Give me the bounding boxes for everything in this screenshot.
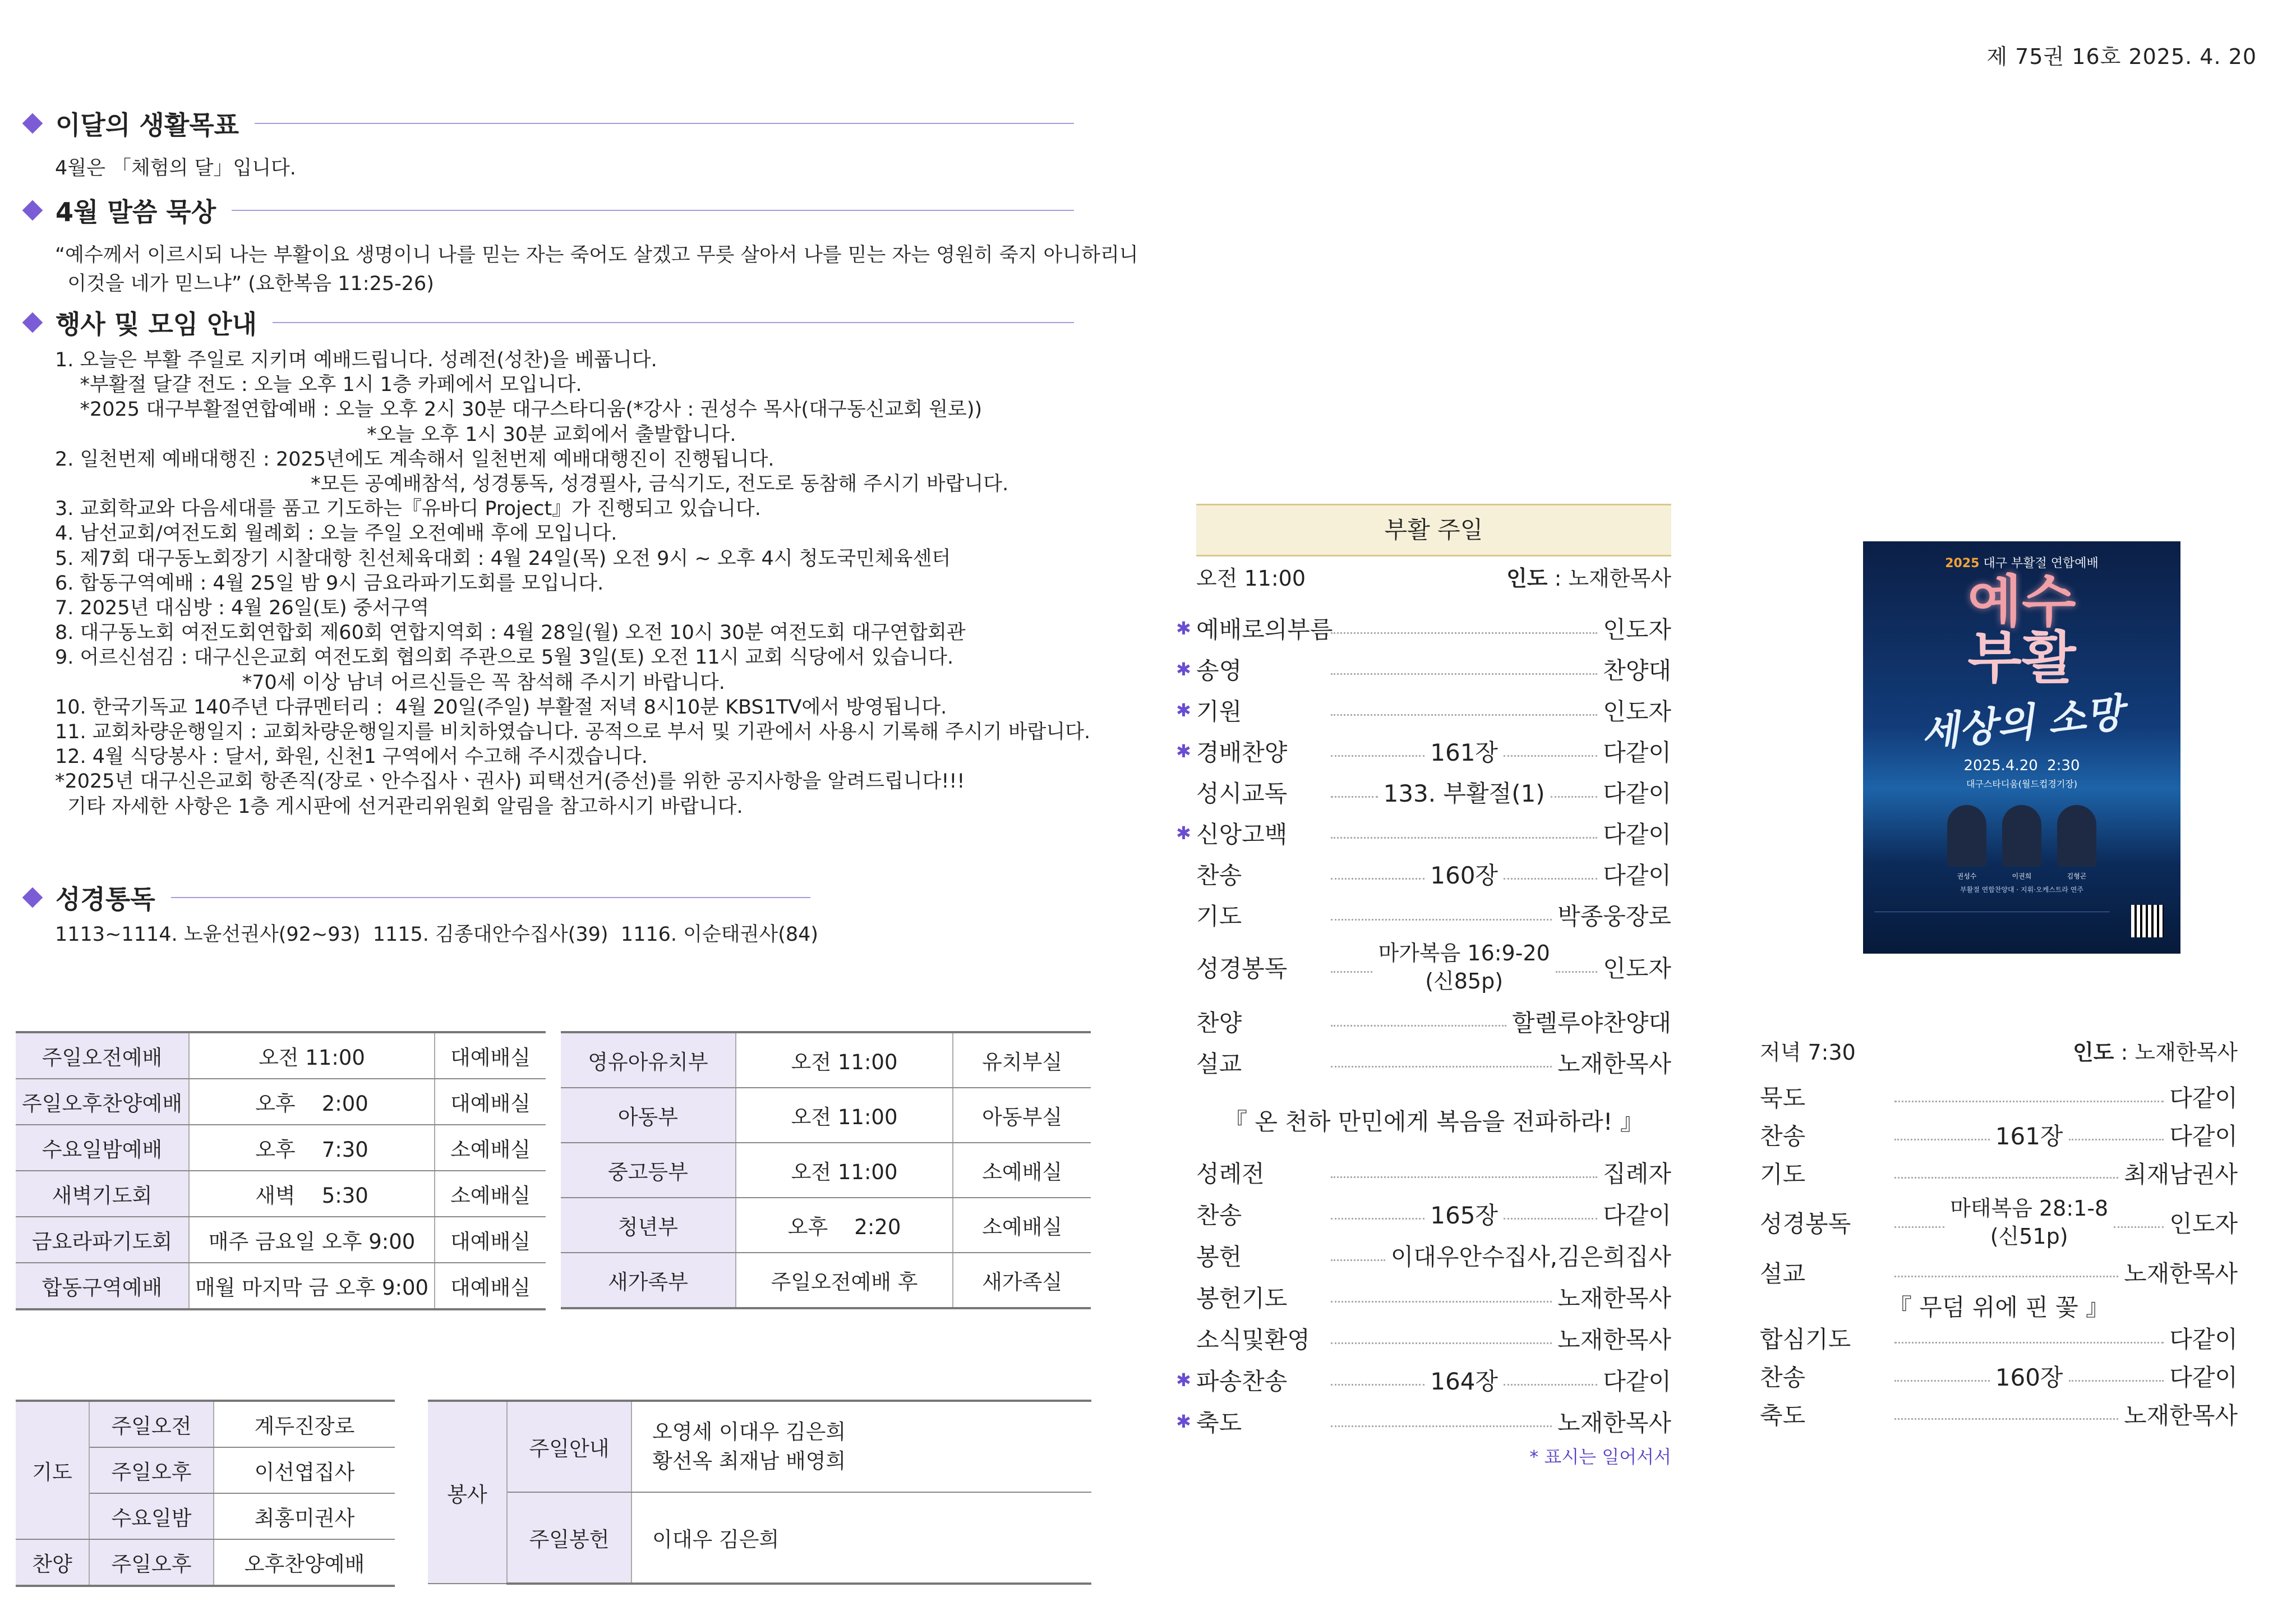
monthly-goal-text: 4월은 「체험의 달」입니다. (55, 157, 296, 180)
schedule-row (16, 1125, 546, 1171)
order-detail-line: 마태복음 28:1-8 (1950, 1196, 2109, 1221)
speaker-name: 김형곤 (2067, 872, 2087, 880)
duty-table-right (428, 1400, 1091, 1585)
evening-time: 저녁 7:30 (1760, 1040, 1856, 1065)
diamond-bullet-icon (22, 200, 43, 221)
schedule-row (16, 1032, 546, 1079)
speaker-name: 이권희 (2012, 872, 2032, 880)
evening-order-list (1760, 1080, 2238, 1439)
dot-leader (1894, 1101, 2164, 1102)
order-name: 송영 (1196, 657, 1242, 684)
order-person: 다같이 (1603, 1368, 1671, 1395)
order-person: 다같이 (2169, 1084, 2238, 1112)
order-person: 노재한목사 (1557, 1409, 1671, 1437)
order-name: 설교 (1196, 1050, 1242, 1078)
order-item (1196, 1156, 1671, 1189)
order-detail (1430, 734, 1498, 768)
order-item (1760, 1255, 2238, 1289)
evening-leader (2073, 1035, 2238, 1066)
order-name: 합심기도 (1760, 1326, 1851, 1353)
schedule-room: 대예배실 (435, 1263, 546, 1309)
order-name: 성경봉독 (1760, 1210, 1851, 1237)
order-name: 축도 (1760, 1402, 1806, 1429)
schedule-room: 소예배실 (953, 1143, 1091, 1198)
star-icon: ✱ (1176, 1369, 1191, 1391)
schedule-row (16, 1171, 546, 1217)
events-list (55, 348, 1090, 819)
order-person: 노재한목사 (2124, 1402, 2238, 1429)
schedule-room: 새가족실 (953, 1253, 1091, 1308)
schedule-dept: 청년부 (561, 1198, 736, 1253)
schedule-row (561, 1032, 1091, 1088)
order-name: 축도 (1196, 1409, 1242, 1437)
schedule-row (16, 1263, 546, 1309)
order-item (1760, 1397, 2238, 1431)
order-detail-line: 161장 (1995, 1122, 2063, 1150)
duty-person: 계두진장로 (214, 1401, 395, 1447)
order-detail-line: (신51p) (1990, 1224, 2068, 1249)
poster-time-text: 2:30 (2047, 757, 2080, 774)
schedule-room: 소예배실 (435, 1171, 546, 1217)
poster-title-1: 예수 (1967, 569, 2076, 634)
diamond-bullet-icon (22, 312, 43, 333)
schedule-row (16, 1217, 546, 1263)
section-title: 행사 및 모임 안내 (56, 309, 257, 339)
order-person: 인도자 (2169, 1210, 2238, 1237)
order-person: 이대우안수집사,김은희집사 (1390, 1243, 1671, 1271)
order-name: 경배찬양 (1196, 739, 1288, 766)
event-line: 12. 4월 식당봉사 : 달서, 화원, 신천1 구역에서 수고해 주시겠습니다. (55, 746, 648, 769)
guide-names (631, 1401, 1091, 1492)
dot-leader (1331, 796, 1378, 798)
dot-leader (1894, 1177, 2118, 1179)
leader-label: 인도 (2073, 1040, 2114, 1065)
section-divider (171, 897, 810, 898)
order-person: 다같이 (2169, 1326, 2238, 1353)
schedule-room: 소예배실 (435, 1125, 546, 1171)
dot-leader (1331, 1025, 1506, 1027)
poster-sponsor-bar (1874, 912, 2110, 935)
dot-leader (1331, 1342, 1552, 1344)
order-person: 노재한목사 (2124, 1259, 2238, 1287)
morning-order-list (1176, 611, 1672, 1442)
section-divider (255, 123, 1074, 124)
order-item (1196, 1197, 1671, 1231)
dot-leader (1504, 755, 1597, 757)
order-detail-line: 마가복음 16:9-20 (1378, 941, 1550, 965)
order-item (1176, 693, 1671, 727)
order-name: 기도 (1760, 1161, 1806, 1188)
order-name: 성례전 (1196, 1160, 1265, 1188)
speaker-photo (2057, 805, 2096, 867)
dot-leader (2069, 1380, 2164, 1382)
schedule-time: 오전 11:00 (736, 1032, 953, 1088)
schedule-time: 오후 2:20 (736, 1198, 953, 1253)
order-detail-line: 164장 (1430, 1368, 1499, 1395)
schedule-row (16, 1079, 546, 1125)
schedule-row (561, 1198, 1091, 1253)
order-detail-line: 160장 (1430, 862, 1499, 889)
dot-leader (2114, 1226, 2164, 1228)
dot-leader (1331, 755, 1424, 757)
dot-leader (1551, 796, 1598, 798)
event-line: 10. 한국기독교 140주년 다큐멘터리 : 4월 20일(주일) 부활절 저녁 8시10분 KBS1TV에서 방영됩니다. (55, 696, 947, 719)
order-detail-line: 160장 (1995, 1364, 2063, 1391)
dot-leader (2069, 1139, 2164, 1140)
dot-leader (1504, 1218, 1597, 1220)
order-item (1196, 1239, 1671, 1272)
section-monthly-goal (25, 107, 1074, 140)
schedule-dept: 영유아유치부 (561, 1032, 736, 1088)
order-item (1760, 1080, 2238, 1114)
order-name: 소식및환영 (1196, 1326, 1310, 1354)
dot-leader (1894, 1380, 1990, 1382)
duty-label: 수요일밤 (89, 1493, 214, 1539)
dot-leader (1504, 1384, 1597, 1386)
schedule-time: 오전 11:00 (736, 1143, 953, 1198)
section-title: 성경통독 (56, 884, 155, 914)
order-item (1196, 857, 1671, 891)
poster-title-2: 부활 (1967, 625, 2076, 691)
standing-note: * 표시는 일어서서 (1529, 1446, 1671, 1467)
order-person: 다같이 (1603, 739, 1671, 766)
event-line: *모든 공예배참석, 성경통독, 성경필사, 금식기도, 전도로 동참해 주시기 바랍니다. (55, 473, 1009, 496)
order-name: 기원 (1196, 698, 1242, 725)
event-line: 3. 교회학교와 다음세대를 품고 기도하는『유바디 Project』가 진행되고 있습니다. (55, 498, 761, 521)
order-name: 묵도 (1760, 1084, 1806, 1112)
schedule-row (561, 1088, 1091, 1143)
leader-name: : 노재한목사 (2114, 1040, 2238, 1065)
order-detail (1995, 1118, 2063, 1152)
order-person: 다같이 (1603, 821, 1671, 848)
dot-leader (1331, 878, 1424, 880)
order-name: 예배로의부름 (1196, 616, 1333, 643)
schedule-table-right (561, 1031, 1091, 1309)
schedule-table-left (16, 1031, 546, 1310)
dot-leader (1331, 1259, 1385, 1261)
schedule-room: 대예배실 (435, 1079, 546, 1125)
order-person: 다같이 (1603, 780, 1672, 807)
order-item (1176, 1363, 1671, 1397)
dot-leader (1331, 837, 1597, 839)
section-bible-reading (25, 881, 810, 914)
section-events (25, 306, 1074, 339)
dot-leader (1331, 1066, 1552, 1068)
schedule-row (561, 1253, 1091, 1308)
poster-venue: 대구스타디움(월드컵경기장) (1966, 779, 2077, 789)
section-divider (273, 322, 1074, 323)
order-person: 최재남권사 (2124, 1161, 2238, 1188)
morning-leader (1506, 561, 1671, 592)
section-title: 4월 말씀 묵상 (56, 197, 216, 227)
event-line: *2025 대구부활절연합예배 : 오늘 오후 2시 30분 대구스타디움(*강사 : 권성수 목사(대구동신교회 원로)) (55, 398, 983, 421)
morning-sermon-title: 『 온 천하 만민에게 복음을 전파하라! 』 (1224, 1108, 1644, 1135)
schedule-time: 매주 금요일 오후 9:00 (189, 1217, 435, 1263)
order-item (1760, 1194, 2238, 1250)
schedule-dept: 금요라파기도회 (16, 1217, 189, 1263)
dot-leader (1331, 1218, 1424, 1220)
guide-names-line: 황선옥 최재남 배영희 (652, 1449, 846, 1473)
meditation-line2: 이것을 네가 믿느냐” (요한복음 11:25-26) (55, 273, 434, 295)
schedule-room: 대예배실 (435, 1032, 546, 1079)
order-item (1760, 1359, 2238, 1393)
guide-label: 주일안내 (507, 1401, 631, 1492)
event-line: 1. 오늘은 부활 주일로 지키며 예배드립니다. 성례전(성찬)을 베풉니다. (55, 349, 657, 371)
duty-label: 주일오전 (89, 1401, 214, 1447)
schedule-time: 새벽 5:30 (189, 1171, 435, 1217)
section-title: 이달의 생활목표 (56, 110, 239, 140)
order-item (1176, 1405, 1671, 1438)
dot-leader (1894, 1276, 2118, 1277)
schedule-dept: 새가족부 (561, 1253, 736, 1308)
order-item (1196, 1005, 1671, 1038)
dot-leader (1331, 1176, 1597, 1178)
order-detail-line: (신85p) (1425, 969, 1504, 993)
dot-leader (1894, 1418, 2118, 1420)
dot-leader (1331, 632, 1597, 634)
offering-label: 주일봉헌 (507, 1492, 631, 1584)
order-item (1196, 1322, 1671, 1355)
order-item (1176, 652, 1671, 686)
order-detail-line: 133. 부활절(1) (1383, 780, 1545, 807)
order-person: 인도자 (1603, 698, 1671, 725)
dot-leader (1894, 1342, 2164, 1344)
duty-table-left (16, 1400, 395, 1587)
event-line: 7. 2025년 대심방 : 4월 26일(토) 중서구역 (55, 597, 430, 620)
schedule-room: 소예배실 (953, 1198, 1091, 1253)
order-person: 다같이 (2169, 1122, 2238, 1150)
event-line: 기타 자세한 사항은 1층 게시판에 선거관리위원회 알림을 참고하시기 바랍니다. (55, 795, 743, 818)
star-icon: ✱ (1176, 618, 1191, 639)
poster-date (1863, 757, 2180, 774)
order-detail (1384, 775, 1545, 809)
duty-label: 주일오후 (89, 1447, 214, 1493)
schedule-time: 오후 2:00 (189, 1079, 435, 1125)
schedule-dept: 합동구역예배 (16, 1263, 189, 1309)
dot-leader (1331, 1425, 1552, 1427)
schedule-row (561, 1143, 1091, 1198)
order-detail (1995, 1359, 2063, 1393)
dot-leader (1331, 673, 1597, 675)
schedule-time: 매월 마지막 금 오후 9:00 (189, 1263, 435, 1309)
order-person: 할렐루야찬양대 (1511, 1009, 1671, 1037)
dot-leader (1331, 971, 1372, 973)
order-item (1196, 939, 1671, 995)
schedule-time: 주일오전예배 후 (736, 1253, 953, 1308)
order-name: 기도 (1196, 903, 1242, 930)
duty-person: 오후찬양예배 (214, 1539, 395, 1586)
order-name: 찬송 (1760, 1122, 1806, 1150)
poster-title-3: 세상의 소망 (1919, 689, 2126, 757)
order-item (1196, 1046, 1671, 1079)
order-name: 설교 (1760, 1259, 1806, 1287)
schedule-dept: 중고등부 (561, 1143, 736, 1198)
morning-time: 오전 11:00 (1196, 566, 1306, 591)
order-person: 인도자 (1603, 955, 1671, 982)
praise-label: 찬양 (16, 1539, 89, 1586)
order-item (1196, 775, 1671, 809)
event-line: 11. 교회차량운행일지 : 교회차량운행일지를 비치하였습니다. 공적으로 부서 및 기관에서 사용시 기록해 주시기 바랍니다. (55, 721, 1091, 744)
order-item (1760, 1156, 2238, 1190)
order-detail (1950, 1194, 2108, 1250)
star-icon: ✱ (1176, 822, 1191, 844)
star-icon: ✱ (1176, 1411, 1191, 1432)
order-item (1196, 898, 1671, 932)
event-line: *오늘 오후 1시 30분 교회에서 출발합니다. (55, 423, 736, 446)
order-detail (1378, 939, 1550, 995)
event-line: 6. 합동구역예배 : 4월 25일 밤 9시 금요라파기도회를 모입니다. (55, 572, 604, 595)
order-person: 다같이 (1603, 1202, 1671, 1229)
order-name: 찬양 (1196, 1009, 1242, 1037)
dot-leader (1331, 1301, 1552, 1303)
schedule-dept: 아동부 (561, 1088, 736, 1143)
order-name: 찬송 (1196, 1202, 1242, 1229)
star-icon: ✱ (1176, 700, 1191, 721)
schedule-time: 오전 11:00 (736, 1088, 953, 1143)
star-icon: ✱ (1176, 659, 1191, 680)
order-item (1176, 734, 1671, 768)
schedule-time: 오전 11:00 (189, 1032, 435, 1079)
schedule-time: 오후 7:30 (189, 1125, 435, 1171)
order-person: 박종웅장로 (1557, 903, 1671, 930)
schedule-room: 아동부실 (953, 1088, 1091, 1143)
schedule-room: 대예배실 (435, 1217, 546, 1263)
order-item (1760, 1118, 2238, 1152)
order-person: 다같이 (2169, 1364, 2238, 1391)
leader-label: 인도 (1506, 566, 1548, 591)
poster-header-text: 대구 부활절 연합예배 (1983, 556, 2099, 571)
dot-leader (1556, 971, 1597, 973)
dot-leader (1894, 1139, 1990, 1140)
easter-poster (1863, 541, 2180, 954)
event-line: 8. 대구동노회 여전도회연합회 제60회 연합지역회 : 4월 28일(월) 오전 10시 30분 여전도회 대구연합회관 (55, 622, 966, 645)
event-line: 2. 일천번제 예배대행진 : 2025년에도 계속해서 일천번제 예배대행진이 진행됩니다. (55, 448, 774, 471)
order-name: 봉헌 (1196, 1243, 1242, 1271)
dot-leader (1894, 1226, 1944, 1228)
order-person: 노재한목사 (1557, 1285, 1671, 1312)
dot-leader (1504, 878, 1597, 880)
order-name: 성경봉독 (1196, 955, 1288, 982)
order-person: 다같이 (1603, 862, 1671, 889)
leader-name: : 노재한목사 (1547, 566, 1671, 591)
speaker-photo (2002, 805, 2041, 867)
order-name: 찬송 (1760, 1364, 1806, 1391)
offering-names: 이대우 김은희 (631, 1492, 1091, 1584)
morning-service-title: 부활 주일 (1196, 504, 1671, 556)
dot-leader (1331, 1384, 1424, 1386)
order-name: 성시교독 (1196, 780, 1288, 807)
qr-code-icon (2131, 905, 2164, 937)
diamond-bullet-icon (22, 113, 43, 134)
order-person: 찬양대 (1603, 657, 1671, 684)
event-line: 9. 어르신섬김 : 대구신은교회 여전도회 협의회 주관으로 5월 3일(토) 오전 11시 교회 식당에서 있습니다. (55, 646, 954, 669)
diamond-bullet-icon (22, 887, 43, 908)
event-line: *70세 이상 남녀 어르신들은 꼭 참석해 주시기 바랍니다. (55, 671, 725, 694)
order-detail (1430, 1363, 1498, 1397)
order-name: 파송찬송 (1196, 1368, 1288, 1395)
event-line: *부활절 달걀 전도 : 오늘 오후 1시 1층 카페에서 모입니다. (55, 374, 582, 397)
duty-label: 주일오후 (89, 1539, 214, 1586)
order-person: 집례자 (1603, 1160, 1671, 1188)
order-detail (1430, 1197, 1498, 1231)
duty-person: 이선엽집사 (214, 1447, 395, 1493)
event-line: 5. 제7회 대구동노회장기 시찰대항 친선체육대회 : 4월 24일(목) 오전 9시 ~ 오후 4시 청도국민체육센터 (55, 547, 951, 570)
event-line: 4. 남선교회/여전도회 월례회 : 오늘 주일 오전예배 후에 모입니다. (55, 522, 617, 545)
order-item (1196, 1280, 1671, 1314)
order-item (1176, 611, 1671, 645)
bible-reading-text: 1113~1114. 노윤선권사(92~93) 1115. 김종대안수집사(39) 1116. 이순태권사(84) (55, 923, 819, 946)
duty-person: 최홍미권사 (214, 1493, 395, 1539)
speaker-photo (1947, 805, 1986, 867)
schedule-dept: 수요일밤예배 (16, 1125, 189, 1171)
dot-leader (1331, 714, 1597, 716)
guide-names-line: 오영세 이대우 김은희 (652, 1420, 846, 1444)
event-line: *2025년 대구신은교회 항존직(장로ㆍ안수집사ㆍ권사) 피택선거(증선)를 위한 공지사항을 알려드립니다!!! (55, 770, 965, 793)
schedule-dept: 주일오전예배 (16, 1032, 189, 1079)
meditation-line1: “예수께서 이르시되 나는 부활이요 생명이니 나를 믿는 자는 죽어도 살겠고 무릇 살아서 나를 믿는 자는 영원히 죽지 아니하리니 (55, 244, 1138, 266)
speaker-name: 권성수 (1957, 872, 1977, 880)
order-detail-line: 161장 (1430, 739, 1499, 766)
order-item (1176, 816, 1671, 850)
order-detail (1430, 857, 1498, 891)
order-name: 찬송 (1196, 862, 1242, 889)
schedule-dept: 새벽기도회 (16, 1171, 189, 1217)
evening-sermon-title: 『 무덤 위에 핀 꽃 』 (1888, 1294, 2110, 1321)
order-name: 봉헌기도 (1196, 1285, 1288, 1312)
order-name: 신앙고백 (1196, 821, 1288, 848)
prayer-label: 기도 (16, 1401, 89, 1539)
poster-footer: 부활절 연합찬양대 · 지휘·오케스트라 연주 (1960, 886, 2083, 894)
order-person: 인도자 (1603, 616, 1671, 643)
poster-date-text: 2025.4.20 (1963, 757, 2038, 774)
order-person: 노재한목사 (1557, 1326, 1671, 1354)
service-label: 봉사 (428, 1401, 507, 1584)
star-icon: ✱ (1176, 740, 1191, 762)
schedule-room: 유치부실 (953, 1032, 1091, 1088)
section-divider (232, 210, 1074, 211)
dot-leader (1331, 919, 1552, 921)
order-person: 노재한목사 (1557, 1050, 1671, 1078)
order-detail-line: 165장 (1430, 1202, 1499, 1229)
section-meditation (25, 194, 1074, 227)
issue-number: 제 75권 16호 2025. 4. 20 (1986, 44, 2257, 69)
schedule-dept: 주일오후찬양예배 (16, 1079, 189, 1125)
order-item (1760, 1321, 2238, 1355)
poster-year: 2025 (1945, 556, 1980, 571)
